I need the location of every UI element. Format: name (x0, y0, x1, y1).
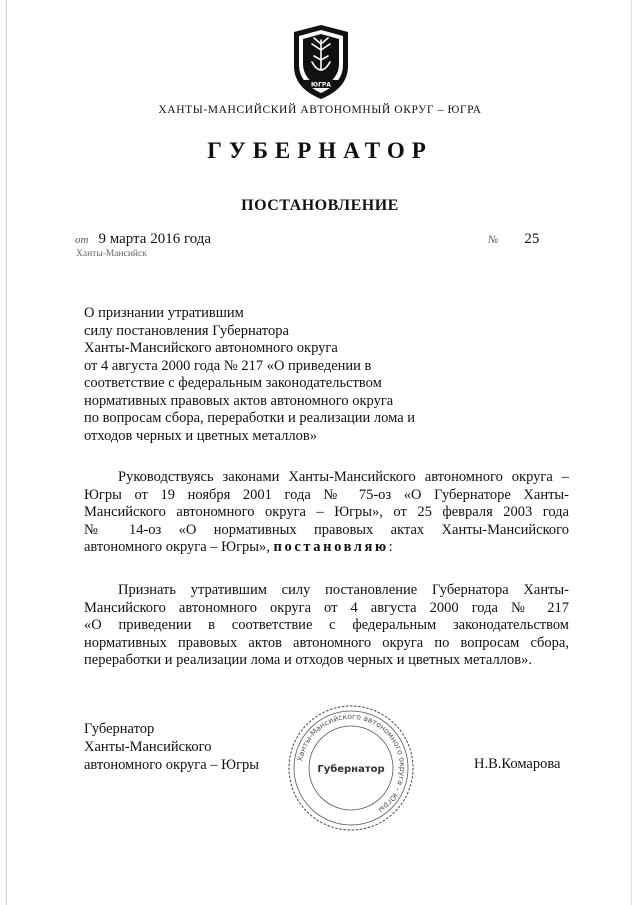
city: Ханты-Мансийск (76, 249, 147, 259)
paragraph-line: переработки и реализации лома и отходов черных и цветных металлов». (84, 652, 532, 668)
paragraph-text: автономного округа – Югры», (84, 539, 274, 555)
paragraph-line: Мансийского автономного округа от 4 августа 2000 года № 217 (84, 599, 569, 616)
authority-title: ГУБЕРНАТОР (207, 138, 433, 163)
subject-line: силу постановления Губернатора (84, 322, 289, 339)
signatory-line: Ханты-Мансийского (84, 739, 212, 755)
subject-line: от 4 августа 2000 года № 217 «О приведении в (84, 357, 372, 374)
paragraph-line: Мансийского автономного округа – Югры», от 25 февраля 2003 года (84, 504, 569, 520)
subject-line: нормативных правовых актов автономного округа (84, 392, 394, 409)
subject-line: по вопросам сбора, переработки и реализации лома и (84, 410, 416, 426)
document-type: ПОСТАНОВЛЕНИЕ (241, 197, 399, 214)
number-prefix: № (488, 234, 499, 246)
number-value: 25 (524, 231, 540, 247)
keyword-colon: : (388, 539, 393, 555)
paragraph-line: № 14-оз «О нормативных правовых актах Ханты-Мансийского (84, 521, 569, 538)
scan-edge (6, 0, 7, 905)
seal-center-text: Губернатор (317, 764, 385, 775)
date-prefix: от (75, 234, 89, 246)
okrug-name: ХАНТЫ-МАНСИЙСКИЙ АВТОНОМНЫЙ ОКРУГ – ЮГРА (158, 104, 482, 116)
subject-line: отходов черных и цветных металлов» (84, 427, 317, 444)
signatory-line: автономного округа – Югры (84, 757, 260, 773)
scan-edge (631, 0, 632, 905)
paragraph-line: Признать утратившим силу постановление Губернатора Ханты- (118, 582, 569, 598)
paragraph-line (84, 539, 569, 557)
decree-number (488, 231, 539, 248)
operative-paragraph (84, 582, 569, 670)
signatory-title (84, 720, 259, 774)
signatory-line: Губернатор (84, 721, 155, 737)
preamble-paragraph (84, 469, 569, 557)
paragraph-line: Югры от 19 ноября 2001 года № 75-оз «О Губернаторе Ханты- (84, 486, 569, 503)
paragraph-line: Руководствуясь законами Ханты-Мансийского автономного округа – (118, 469, 569, 485)
seal-ring-text: Ханты-Мансийского автономного округа – Югры (295, 711, 408, 815)
signatory-name: Н.В.Комарова (474, 756, 561, 772)
subject-line: Ханты-Мансийского автономного округа (84, 340, 338, 356)
decree-keyword: постановляю (273, 539, 389, 555)
coat-of-arms-icon (288, 22, 354, 102)
decree-date (75, 231, 211, 248)
paragraph-line: «О приведении в соответствие с федеральным законодательством (84, 617, 569, 633)
subject-line: О признании утратившим (84, 305, 244, 321)
official-seal-icon (286, 703, 416, 833)
date-value: 9 марта 2016 года (98, 231, 212, 247)
decree-subject (84, 305, 464, 445)
svg-text:ЮГРА: ЮГРА (311, 81, 331, 89)
subject-line: соответствие с федеральным законодательством (84, 375, 382, 391)
paragraph-line: нормативных правовых актов автономного округа по вопросам сбора, (84, 634, 569, 651)
